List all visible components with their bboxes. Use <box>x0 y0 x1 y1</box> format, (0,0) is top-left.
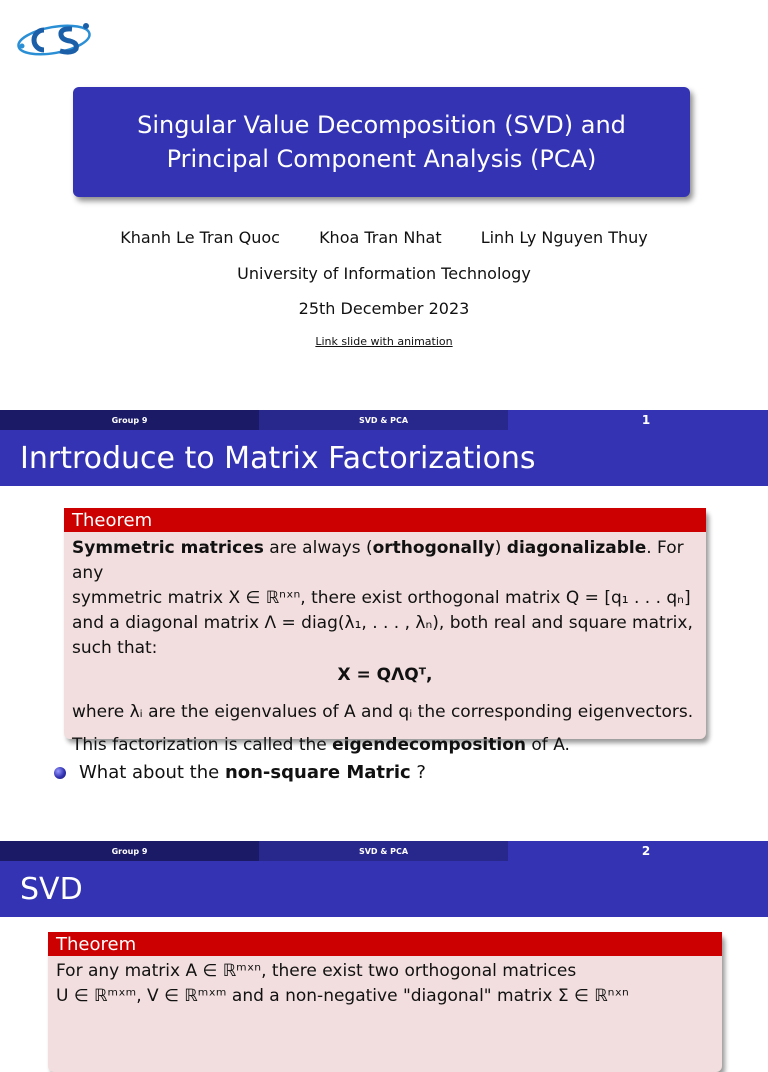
title-line-2: Principal Component Analysis (PCA) <box>166 145 597 173</box>
footer-bar <box>0 410 768 430</box>
institution: University of Information Technology <box>237 264 531 283</box>
animation-slide-link[interactable]: Link slide with animation <box>315 335 453 348</box>
authors <box>0 228 768 247</box>
text-fragment: ) <box>494 538 507 558</box>
theorem-line-2: symmetric matrix X ∈ ℝⁿˣⁿ, there exist orthogonal matrix Q = [q₁ . . . qₙ] <box>72 588 691 608</box>
footer-page-number: 1 <box>641 413 651 427</box>
slide-1 <box>0 410 768 841</box>
frame-title: SVD <box>0 861 768 917</box>
theorem-block <box>64 508 706 755</box>
date: 25th December 2023 <box>298 299 470 318</box>
footer-group: Group 9 <box>0 841 259 861</box>
theorem-line-1: For any matrix A ∈ ℝᵐˣⁿ, there exist two orthogonal matrices <box>56 961 577 981</box>
theorem-line-2: U ∈ ℝᵐˣᵐ, V ∈ ℝᵐˣᵐ and a non-negative "diagonal" matrix Σ ∈ ℝⁿˣⁿ <box>56 986 629 1006</box>
theorem-header: Theorem <box>48 932 722 956</box>
text-fragment: . For any <box>72 538 684 583</box>
text-fragment: This factorization is called the <box>72 735 333 755</box>
bullet-item <box>54 762 426 783</box>
title-block <box>73 87 690 197</box>
text-fragment: ? <box>410 762 426 783</box>
term-symmetric: Symmetric matrices <box>72 538 264 558</box>
frame-title: Inrtroduce to Matrix Factorizations <box>0 430 768 486</box>
author-3: Linh Ly Nguyen Thuy <box>480 228 648 247</box>
equation: X = QΛQᵀ, <box>337 665 433 685</box>
theorem-line-3: and a diagonal matrix Λ = diag(λ₁, . . . , λₙ), both real and square matrix, <box>72 613 693 633</box>
term-diagonalizable: diagonalizable <box>506 538 647 558</box>
slide-2 <box>0 841 768 1024</box>
term-orthogonally: orthogonally <box>372 538 495 558</box>
footer-topic: SVD & PCA <box>259 410 508 430</box>
author-1: Khanh Le Tran Quoc <box>120 228 280 247</box>
footer-group: Group 9 <box>0 410 259 430</box>
theorem-line-5: where λᵢ are the eigenvalues of A and qᵢ the corresponding eigenvectors. <box>72 702 694 722</box>
text-fragment: of A. <box>526 735 570 755</box>
bullet-ball-icon <box>54 767 66 779</box>
term-non-square: non-square Matric <box>224 762 411 783</box>
text-fragment: are always ( <box>263 538 373 558</box>
theorem-line-6 <box>72 733 698 758</box>
theorem-line-4: such that: <box>72 638 158 658</box>
link-row <box>0 335 768 348</box>
theorem-line-1 <box>72 536 698 586</box>
footer-page-wrap <box>508 410 768 430</box>
uit-cs-logo <box>14 16 94 62</box>
title-slide <box>0 0 768 410</box>
footer-topic: SVD & PCA <box>259 841 508 861</box>
theorem-body <box>48 956 722 1017</box>
theorem-block <box>48 932 722 1072</box>
term-eigendecomposition: eigendecomposition <box>332 735 526 755</box>
author-2: Khoa Tran Nhat <box>319 228 442 247</box>
text-fragment: What about the <box>79 762 225 783</box>
title-line-1: Singular Value Decomposition (SVD) and <box>137 111 626 139</box>
footer-page-wrap <box>508 841 768 861</box>
theorem-header: Theorem <box>64 508 706 532</box>
footer-bar <box>0 841 768 861</box>
bullet-text <box>79 762 426 783</box>
footer-page-number: 2 <box>641 844 651 858</box>
theorem-body <box>64 532 706 766</box>
